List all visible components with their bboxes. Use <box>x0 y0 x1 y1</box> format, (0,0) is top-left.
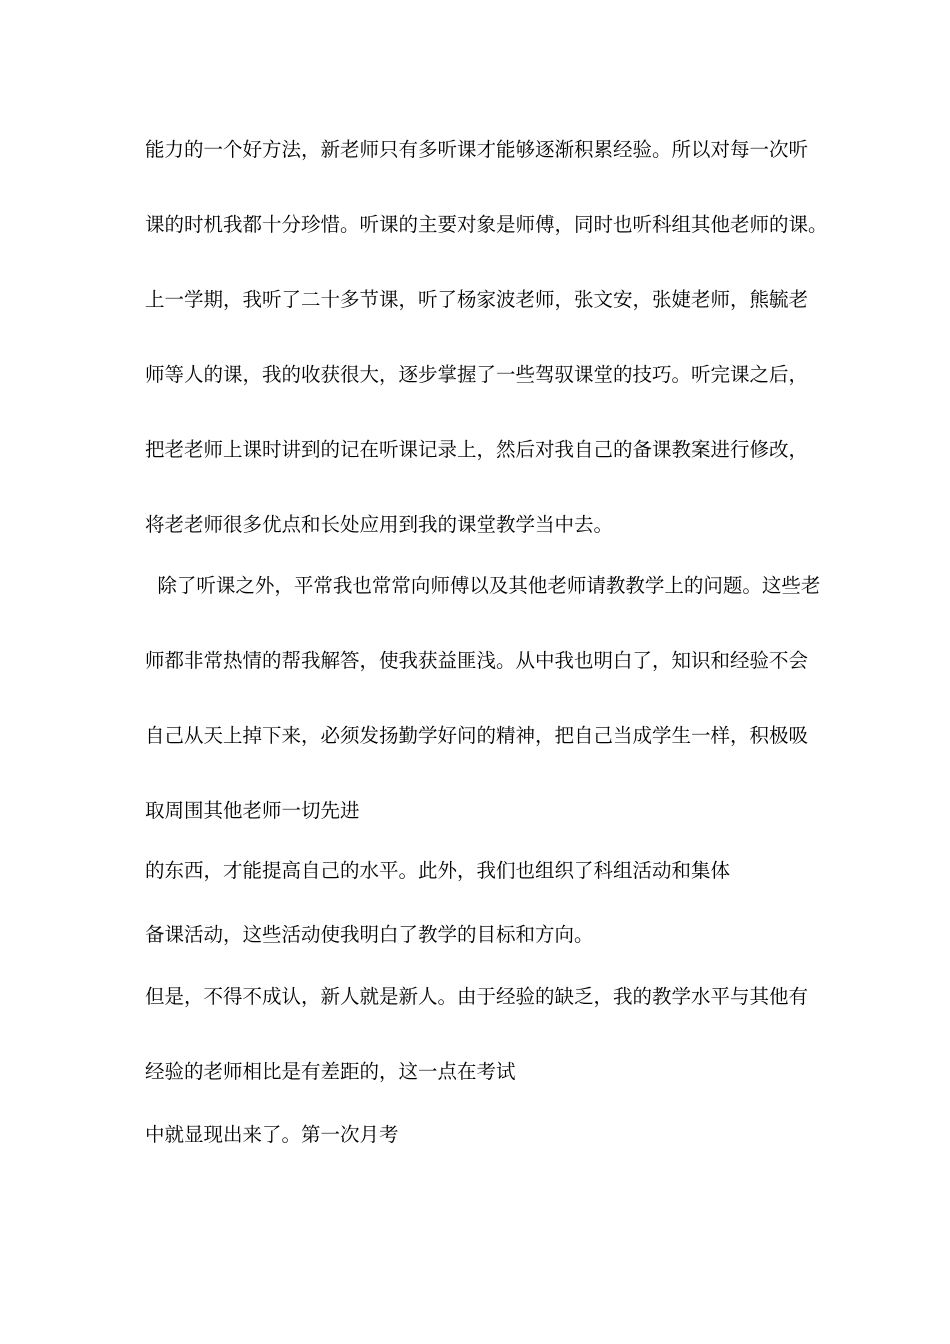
text-line: 能力的一个好方法，新老师只有多听课才能够逐渐积累经验。所以对每一次听 <box>145 138 809 161</box>
text-line: 的东西，才能提高自己的水平。此外，我们也组织了科组活动和集体 <box>145 859 731 882</box>
text-line: 但是，不得不成认，新人就是新人。由于经验的缺乏，我的教学水平与其他有 <box>145 985 809 1008</box>
text-line: 课的时机我都十分珍惜。听课的主要对象是师傅，同时也听科组其他老师的课。 <box>145 213 828 236</box>
text-line: 除了听课之外，平常我也常常向师傅以及其他老师请教教学上的问题。这些老 <box>145 574 821 597</box>
text-line: 备课活动，这些活动使我明白了教学的目标和方向。 <box>145 923 594 946</box>
text-line: 把老老师上课时讲到的记在听课记录上，然后对我自己的备课教案进行修改， <box>145 438 809 461</box>
text-line: 上一学期，我听了二十多节课，听了杨家波老师，张文安，张婕老师，熊毓老 <box>145 288 809 311</box>
text-line: 中就显现出来了。第一次月考 <box>145 1123 399 1146</box>
text-line: 将老老师很多优点和长处应用到我的课堂教学当中去。 <box>145 513 614 536</box>
text-line: 师都非常热情的帮我解答，使我获益匪浅。从中我也明白了，知识和经验不会 <box>145 649 809 672</box>
text-line: 经验的老师相比是有差距的，这一点在考试 <box>145 1060 516 1083</box>
text-line: 取周围其他老师一切先进 <box>145 799 360 822</box>
text-line: 自己从天上掉下来，必须发扬勤学好问的精神，把自己当成学生一样，积极吸 <box>145 724 809 747</box>
text-line: 师等人的课，我的收获很大，逐步掌握了一些驾驭课堂的技巧。听完课之后， <box>145 363 809 386</box>
